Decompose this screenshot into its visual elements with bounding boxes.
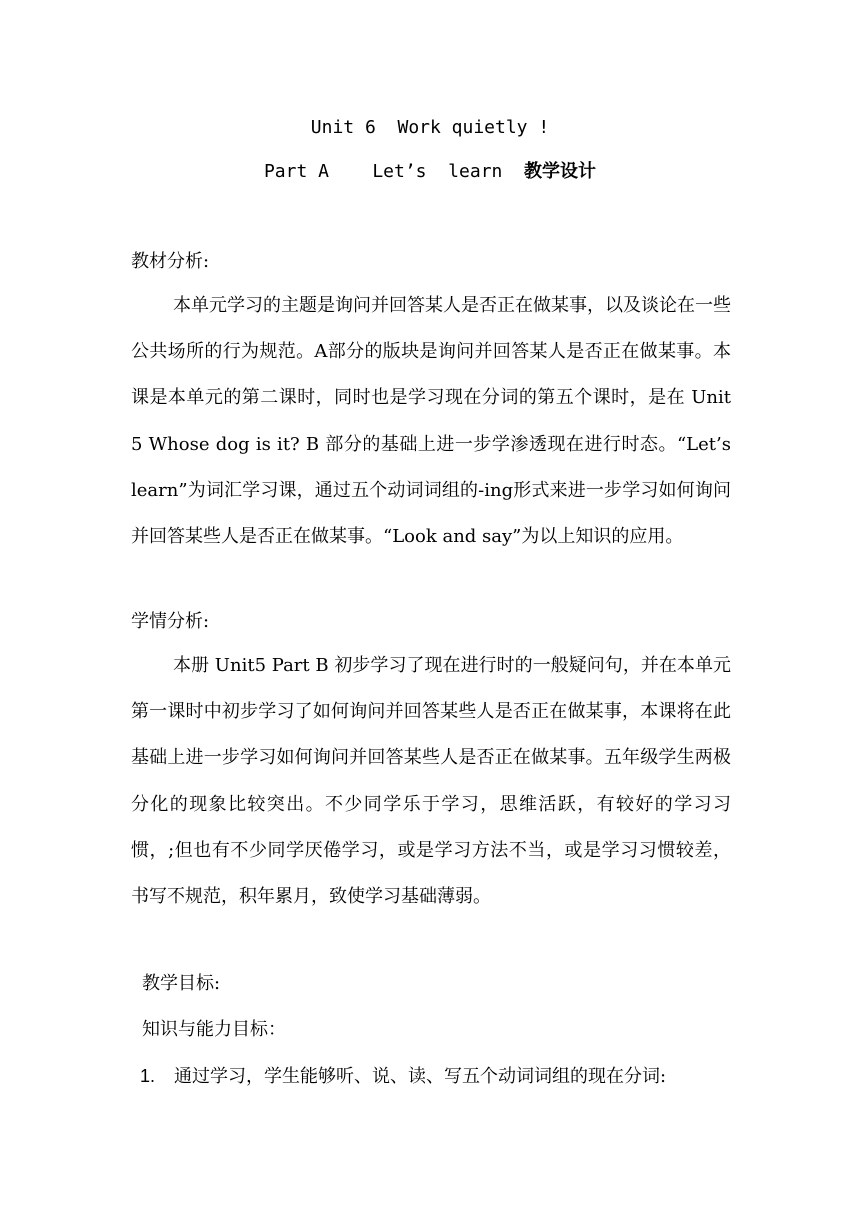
section-heading-students: 学情分析: bbox=[131, 611, 210, 632]
subtitle-english: Part A Let’s learn bbox=[263, 161, 525, 182]
section-heading-materials: 教材分析: bbox=[131, 251, 210, 272]
subtitle-chinese: 教学设计 bbox=[524, 161, 597, 182]
document-title: Unit 6 Work quietly ! bbox=[310, 117, 550, 138]
paragraph-students: 本册 Unit5 Part B 初步学习了现在进行时的一般疑问句，并在本单元第一课时中初步学习了如何询问并回答某些人是否正在做某事，本课将在此基础上进一步学习如何询问并回答某些人是否正在做某事。五年级学生两极分化的现象比较突出。不少同学乐于学习，思维活跃，有较好的学习习惯，;但也有不少同学厌倦学习，或是学习方法不当，或是学习习惯较差，书写不规范，积年累月，致使学习基础薄弱。 bbox=[131, 655, 731, 908]
list-item-number: 1. bbox=[140, 1066, 156, 1086]
section-body-materials bbox=[131, 283, 731, 560]
document-subtitle bbox=[0, 160, 860, 184]
list-item-text: 通过学习，学生能够听、说、读、写五个动词词组的现在分词: bbox=[174, 1066, 667, 1087]
subheading-knowledge-ability: 知识与能力目标： bbox=[142, 1019, 286, 1040]
paragraph-materials: 本单元学习的主题是询问并回答某人是否正在做某事，以及谈论在一些公共场所的行为规范。A部分的版块是询问并回答某人是否正在做某事。本课是本单元的第二课时，同时也是学习现在分词的第五个课时，是在 Unit 5 Whose dog is it? B 部分的基础上进一步学渗透现在进行时态。“Let’s learn”为词汇学习课，通过五个动词词组的-ing形式来进一步学习如何询问并回答某些人是否正在做某事。“Look and say”为以上知识的应用。 bbox=[131, 295, 731, 548]
list-item bbox=[140, 1064, 740, 1089]
section-body-students bbox=[131, 643, 731, 920]
section-heading-objectives: 教学目标: bbox=[142, 973, 221, 994]
